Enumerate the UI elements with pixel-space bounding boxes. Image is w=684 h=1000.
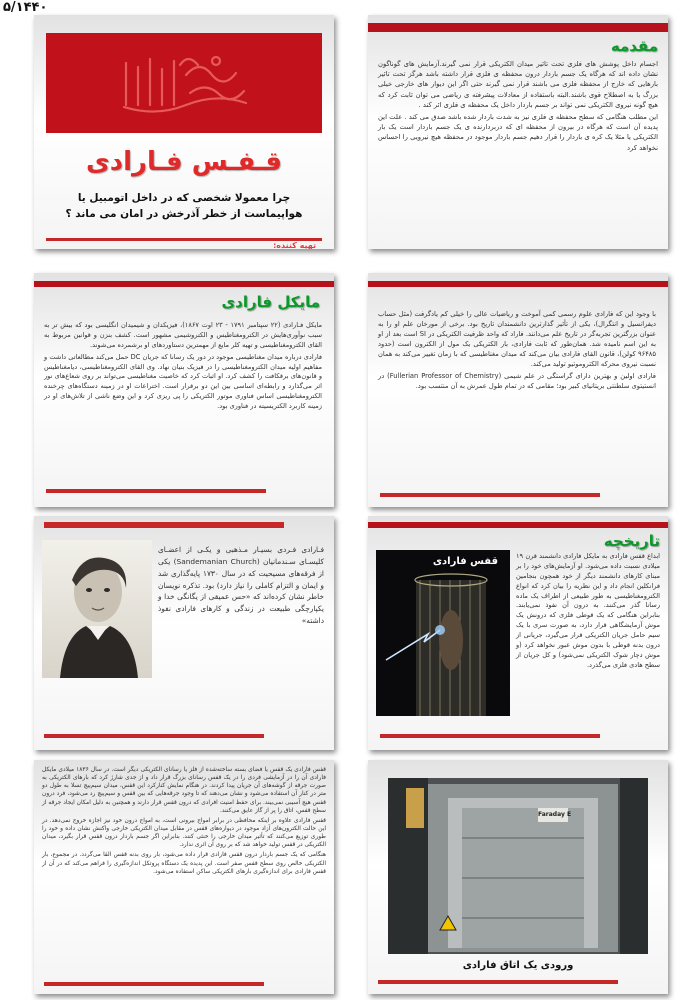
slide-faraday-cage-text bbox=[34, 760, 334, 994]
calligraphy-banner bbox=[46, 33, 322, 133]
slide-faraday-biography bbox=[368, 273, 668, 507]
bottom-stripe bbox=[46, 489, 266, 493]
door-label: Faraday E bbox=[538, 811, 572, 818]
cover-title: قـفـس فـارادی bbox=[85, 147, 283, 177]
slide-body bbox=[42, 766, 326, 878]
slide-faraday-religion bbox=[34, 516, 334, 750]
bottom-stripe bbox=[44, 982, 264, 986]
top-bar bbox=[34, 281, 334, 287]
top-bar bbox=[368, 522, 668, 528]
basmala-calligraphy-image bbox=[116, 45, 256, 125]
prepared-by-label: تهیه کننده: bbox=[273, 241, 316, 249]
slide-title: مایکل فارادی bbox=[221, 293, 320, 311]
slide-title: مقدمه bbox=[610, 37, 658, 55]
cover-bottom-stripe bbox=[46, 238, 322, 241]
top-stripe bbox=[44, 522, 284, 528]
slide-title: تاریخچه bbox=[603, 532, 660, 550]
paragraph: قفس فارادی علاوه بر اینکه محافظی در برابر امواج بیرونی است، به امواج درون خود نیز اجازه خروج نمی‌دهد. در این حالت الکترون‌های آزاد موجود در دیواره‌های قفس در مقابل میدان الکتریکی خارجی واکنش نشان داده و خود را طوری توزیع می‌کنند که تأثیر میدان خارجی را خنثی کنند. بنابراین اگر جسم باردار درون قفس قرار بگیرد، میدان الکتریکی در قفس تولید خواهد شد که بر روی آن اثری ندارد. bbox=[42, 817, 326, 849]
slide-body bbox=[378, 59, 658, 155]
bottom-stripe bbox=[380, 734, 600, 738]
paragraph: فارادی درباره میدان مغناطیسی موجود در دور یک رسانا که جریان DC حمل می‌کند مطالعاتی داشت و مفاهیم اولیه میدان الکترومغناطیسی را در فیزیک بنیان نهاد. وی القای الکترومغناطیسی، دیامغناطیس و قانون‌های برقکافت را کشف کرد. او اثبات کرد که خاصیت مغناطیسی می‌تواند بر روی شعاع‌های نور اثر می‌گذارد و رابطه‌ای اساسی بین این دو برقرار است. اختراعات او در زمینه دستگاه‌های چرخنده الکترومغناطیسی اساس فناوری موتور الکتریکی را پی ریزی کرد و این وضع ناشی از تلاش‌های او در زمینه کاربرد الکتریسیته در فناوری بود. bbox=[44, 352, 322, 411]
slide-history bbox=[368, 516, 668, 750]
paragraph: فارادی اولین و بهترین دارای گراستگی در علم شیمی (Fullerian Professor of Chemistry) در انستیتوی سلطنتی بریتانیای کبیر بود؛ مقامی که در تمام طول عمرش به آن منتسب بود. bbox=[378, 372, 656, 391]
photo-caption: ورودی یک اتاق فارادی bbox=[462, 960, 574, 971]
slide-body bbox=[158, 544, 324, 629]
faraday-portrait-image bbox=[42, 540, 152, 678]
paragraph: قفس فارادی یک قفس یا فضای بسته ساخته‌شده از فلز یا رسانای الکتریکی دیگر است. در سال ۱۸۳۶ میلادی مایکل فارادی آن را در آزمایشی فردی را در یک قفس رسانای بزرگ قرار داد و از جدی شارژ کرد که بارهای الکتریکی به صورت جرقه از گوشه‌های آن جریان پیدا کردند. در هنگام نمایش کنارکرد این قفس، میدان سیم‌پیچ تسلا به طول دو متر در کنار آن استفاده می‌شود و نشان می‌دهند که تا وجود جرقه‌هایی که بین قفس و سیم‌پیچ رد می‌شود، فرد درون قفس هیچ آسیبی نمی‌بیند. برای حفظ امنیت افرادی که درون قفس قرار دارند و همچنین به دلیل امکان ایجاد جرقه از سطح قفس، اتاق را پر از گاز عایق می‌کنند. bbox=[42, 767, 326, 814]
paragraph: اجسام داخل پوشش های فلزی تحت تاثیر میدان الکتریکی قرار نمی گیرند.آزمایش های گوناگون نشان داده اند که هرگاه یک جسم باردار درون محفظه ی فلزی قرار داشته باشد هرگز تحت تاثیر بارهایی که خارج از محفظه فلزی می باشند قرار نمی گیرند حتی اگر این دیوار های خارجی خیلی بزرگ یا به اصطلاح قوی باشند.البته باستفاده از معادلات پیشرفته ی ریاضی می توان ثابت کرد که هیچ گونه نیروی الکتریکی نمی تواند بر جسم باردار داخل یک محفظه ی فلزی اثر کند . bbox=[378, 60, 658, 109]
bottom-stripe bbox=[380, 493, 600, 497]
slide-body bbox=[516, 552, 660, 673]
top-bar bbox=[368, 23, 668, 32]
page-number: ۵/۱۴۴۰ bbox=[3, 0, 48, 15]
slide-body bbox=[378, 309, 656, 393]
slide-faraday-room bbox=[368, 760, 668, 994]
bottom-stripe bbox=[44, 734, 264, 738]
faraday-room-entrance-photo bbox=[388, 778, 648, 954]
slide-introduction bbox=[368, 15, 668, 249]
paragraph: فـارادی فـردی بسیـار مـذهبی و یکـی از اعضـای کلیسـای سـندمانیان (Sandemanian Church) یکی از فرقه‌های مسیحیت که در سال ۱۷۳۰ پایه‌گذاری شد و ایمان و التزام کاملی را نیاز دارد) بود. تذکره نویسان خاطر نشان کرده‌اند که «حس عمیقی از یگانگی خدا و یکپارچگی طبیعت در زندگی و کارهای فارادی نفوذ داشته» bbox=[158, 545, 325, 626]
photo-label: قفس فارادی bbox=[432, 556, 498, 567]
paragraph: هنگامی که یک جسم باردار درون قفس فارادی قرار داده می‌شود، بار روی بدنه قفس القا می‌گردد. در مجموع، بار الکتریکی خالص روی سطح قفس صفر است. این پدیده یک دستگاه پروتکل اندازه‌گیری را فراهم می‌کند که در آن از قفس فارادی برای اندازه‌گیری بارهای الکتریکی ساکن استفاده می‌شود. bbox=[42, 852, 326, 875]
paragraph: مایکل فـارادی (۲۲ سپتامبر ۱۷۹۱ - ۲۳ اوت ۱۸۶۷)، فیزیکدان و شیمیدان انگلیسی بود که بیش تر به سبب نوآوری‌هایش در الکترومغناطیس و الکتروشیمی مشهور است. کشف بنزن و قوانین مربوط به القای الکترومغناطیسی و تهیه کلر مایع از مهمترین دستاوردهای او برشمرده می‌شوند. bbox=[44, 321, 322, 349]
slide-michael-faraday bbox=[34, 273, 334, 507]
paragraph: این مطلب هنگامی که سطح محفظه ی فلزی نیز به شدت باردار شده باشد صدق می کند . علت این پدیده آن است که هرگاه در بیرون از محفظه ای که دربردارنده ی یک جسم باردار است یک بار الکتریکی یا مثلا یک کره ی باردار را قرار دهیم جسم باردار موجود در محفظه هیچ نیرویی را احساس نخواهد کرد bbox=[378, 112, 658, 152]
paragraph: با وجود این که فارادی علوم رسمی کمی آموخت و ریاضیات عالی را خیلی کم یادگرفت (مثل حساب دیفرانسیل و انتگرال)، یکی از تأثیر گذارترین دانشمندان تاریخ بود. برخی از مورخان علم او را به عنوان بزرگترین تجربه‌گر در تاریخ علم می‌دانند. فاراد که واحد ظرفیت الکتریکی در SI است بعد از او به این اسم نامیده شد. همان‌طور که ثابت فارادی، بار الکتریکی یک مول از الکترون است (حدود ۹۶۴۸۵ کولن)، قانون القای فارادی بیان می‌کند که میدان مغناطیسی که با زمان تغییر می‌کند به همان نسبت نیروی محرکه الکتروموتیو تولید می‌کند. bbox=[378, 310, 656, 369]
slide-body bbox=[44, 321, 322, 414]
faraday-cage-photo bbox=[376, 550, 510, 716]
slide-cover bbox=[34, 15, 334, 249]
top-bar bbox=[368, 281, 668, 287]
cover-question: چرا معمولا شخصی که در داخل اتومبیل یا هواپیماست از خطر آذرخش در امان می ماند ؟ bbox=[65, 192, 303, 220]
paragraph: ابداع قفس فارادی به مایکل فارادی دانشمند قرن ۱۹ میلادی نسبت داده می‌شود. او آزمایش‌های خود را بر مبنای کارهای دانشمند دیگر از خود همچون بنجامین فرانکلین انجام داد و این نظریه را بیان کرد که انواع الکترومغناطیسی به طور طبیعی از اطراف یک ماده رسانا گذر می‌کنند. به درون آن نفوذ نمی‌یابند. بنابراین هنگامی که یک قوطی فلزی که درونش یک موش آزمایشگاهی قرار دارد، به صورت سری با یک سیم حامل جریان الکتریکی قرار می‌گیرد، جریانی از درون بدنه قوطی با بدون موش عبور نخواهد کرد (و موش دچار شوک الکتریکی نمی‌شود) و کل جریان از سطح هادی فلزی می‌گذرد. bbox=[516, 552, 660, 669]
bottom-stripe bbox=[378, 980, 618, 984]
